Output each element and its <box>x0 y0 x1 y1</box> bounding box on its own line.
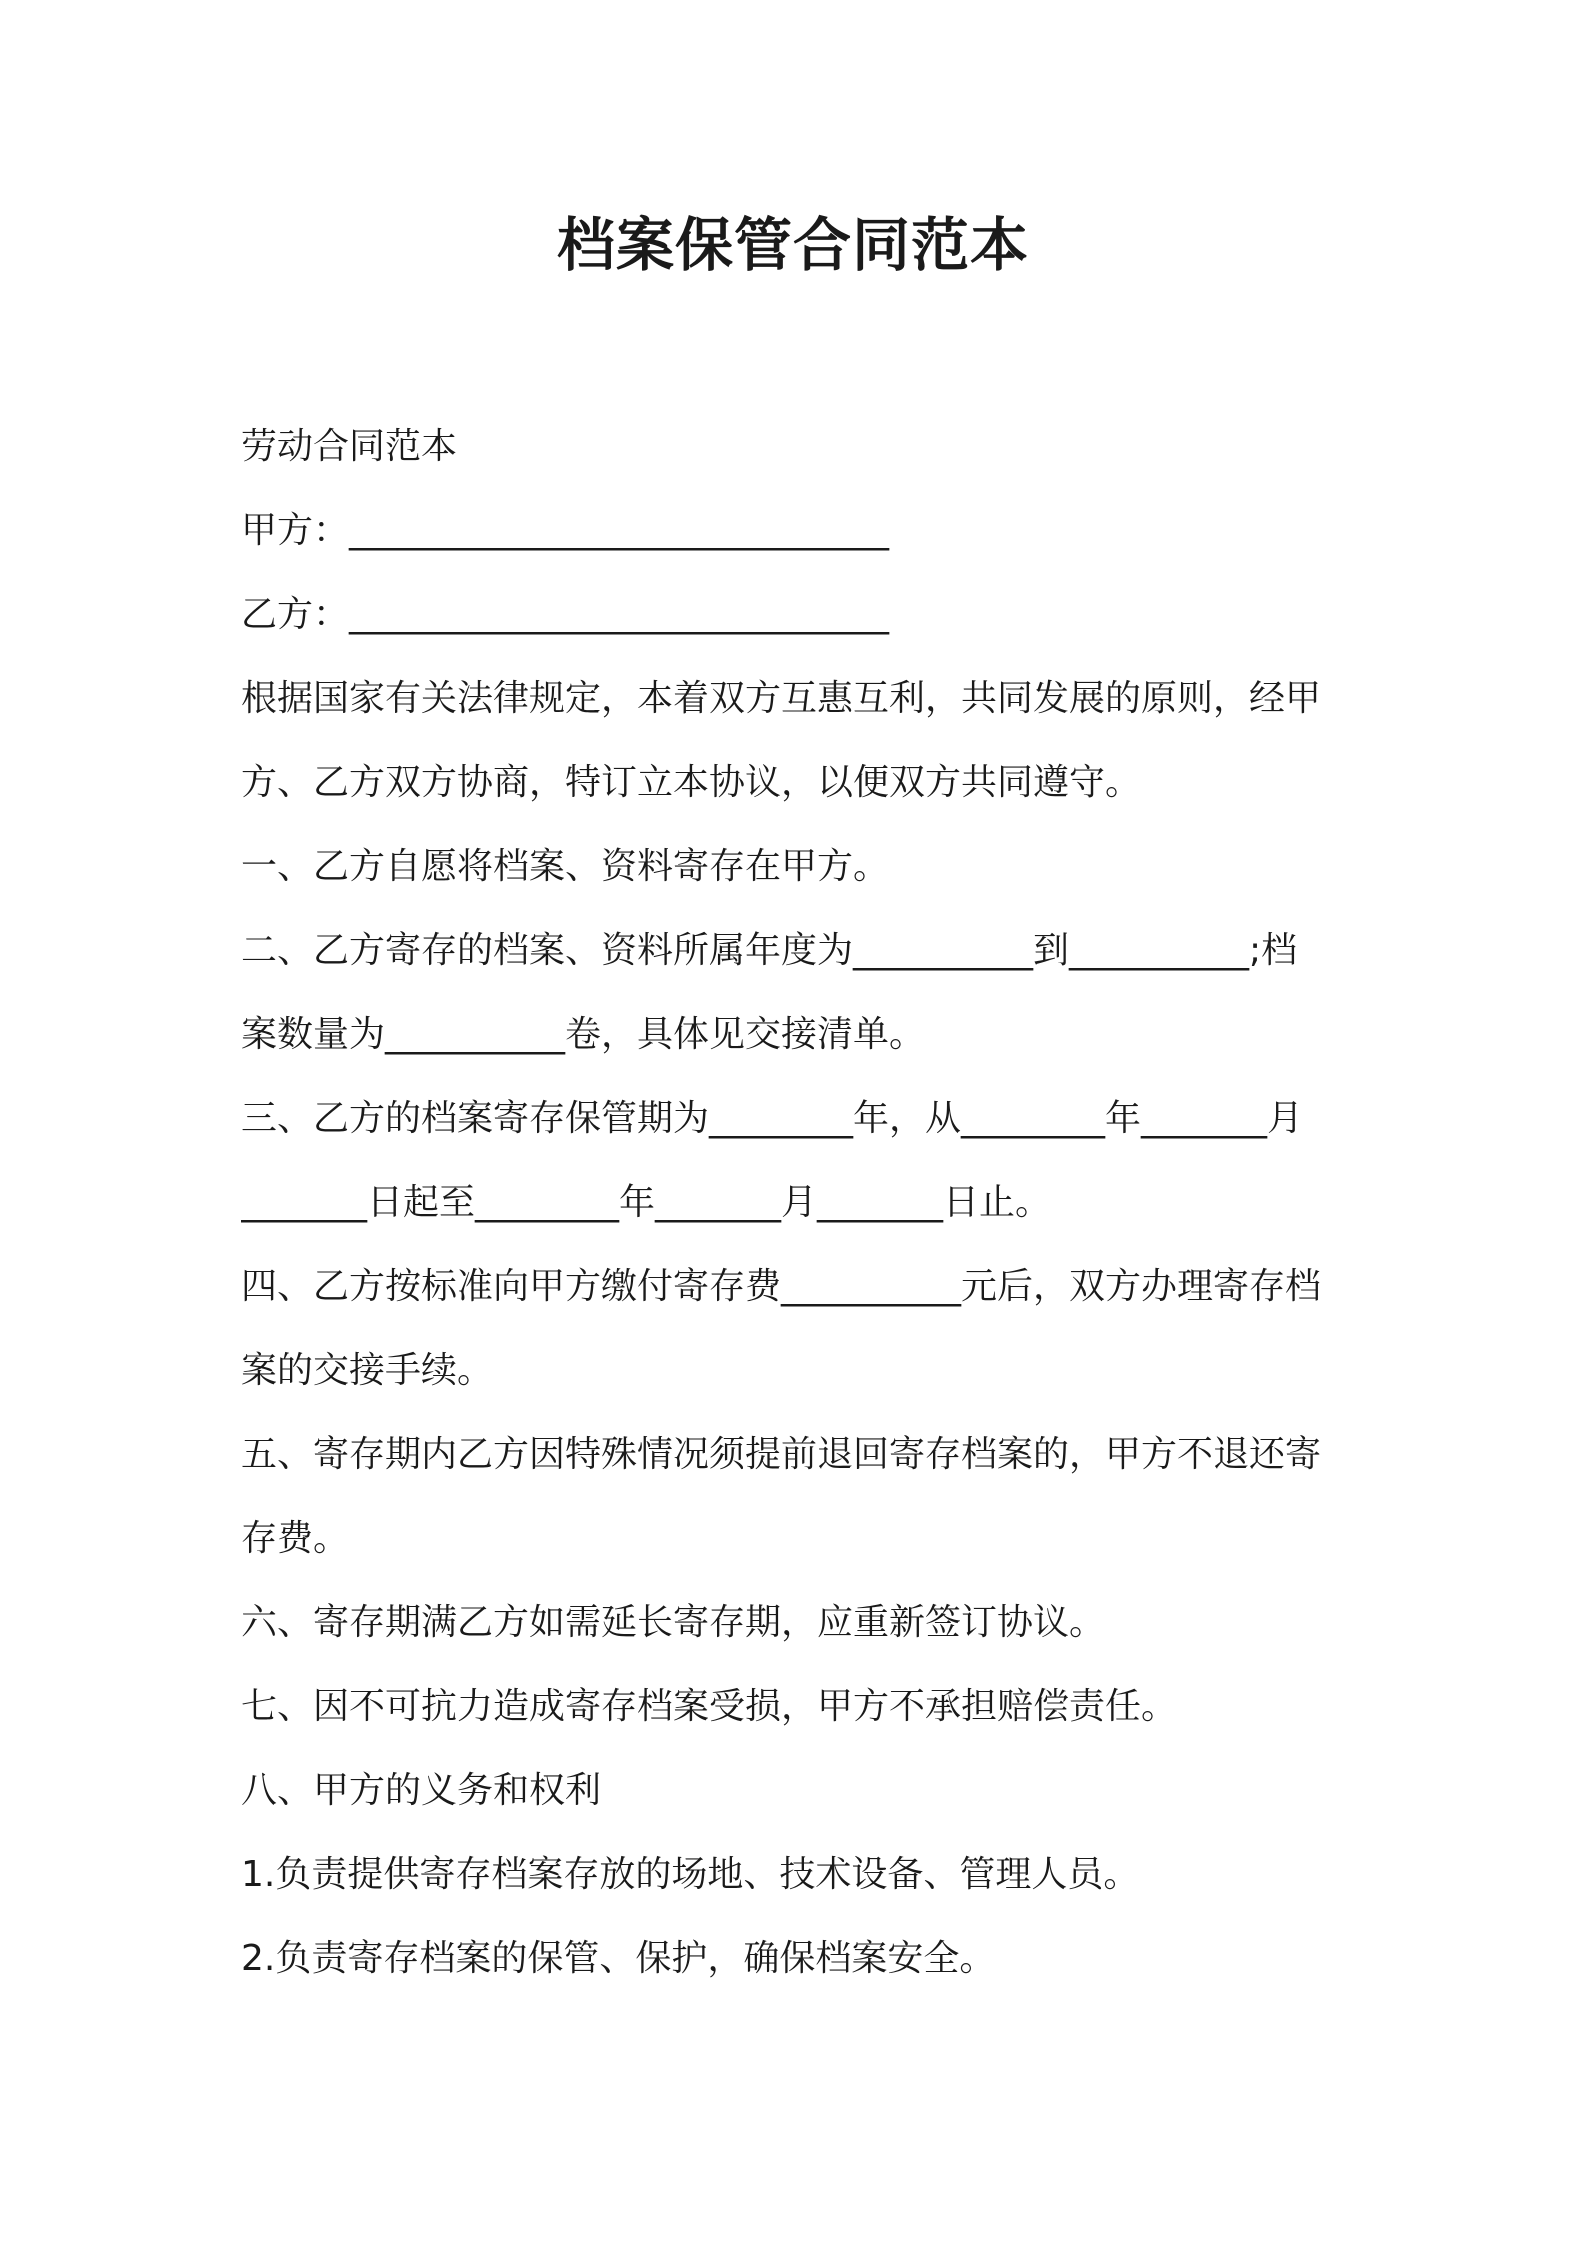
clause-8-item-1: 1.负责提供寄存档案存放的场地、技术设备、管理人员。 <box>241 1854 1140 1895</box>
party-b-line: 乙方：______________________________ <box>241 594 890 635</box>
clause-8-item-2: 2.负责寄存档案的保管、保护，确保档案安全。 <box>241 1938 996 1979</box>
clause-2-line-1: 二、乙方寄存的档案、资料所属年度为__________到__________;档 <box>241 930 1298 971</box>
preamble-line-2: 方、乙方双方协商，特订立本协议，以便双方共同遵守。 <box>241 762 1142 803</box>
clause-5-line-1: 五、寄存期内乙方因特殊情况须提前退回寄存档案的，甲方不退还寄 <box>241 1434 1322 1475</box>
subtitle-line: 劳动合同范本 <box>241 426 458 467</box>
clause-5-line-2: 存费。 <box>241 1518 350 1559</box>
preamble-line-1: 根据国家有关法律规定，本着双方互惠互利，共同发展的原则，经甲 <box>241 678 1322 719</box>
clause-2-line-2: 案数量为__________卷，具体见交接清单。 <box>241 1014 926 1055</box>
clause-6-line: 六、寄存期满乙方如需延长寄存期，应重新签订协议。 <box>241 1602 1106 1643</box>
clause-7-line: 七、因不可抗力造成寄存档案受损，甲方不承担赔偿责任。 <box>241 1686 1178 1727</box>
clause-1-line: 一、乙方自愿将档案、资料寄存在甲方。 <box>241 846 890 887</box>
document-title: 档案保管合同范本 <box>556 211 1029 279</box>
clause-8-heading: 八、甲方的义务和权利 <box>241 1770 602 1811</box>
clause-4-line-1: 四、乙方按标准向甲方缴付寄存费__________元后，双方办理寄存档 <box>241 1266 1322 1307</box>
clause-3-line-1: 三、乙方的档案寄存保管期为________年，从________年_______月 <box>241 1098 1304 1139</box>
clause-4-line-2: 案的交接手续。 <box>241 1350 494 1391</box>
clause-3-line-2: _______日起至________年_______月_______日止。 <box>241 1182 1052 1223</box>
document-body <box>241 405 1363 2001</box>
party-a-line: 甲方：______________________________ <box>241 510 890 551</box>
